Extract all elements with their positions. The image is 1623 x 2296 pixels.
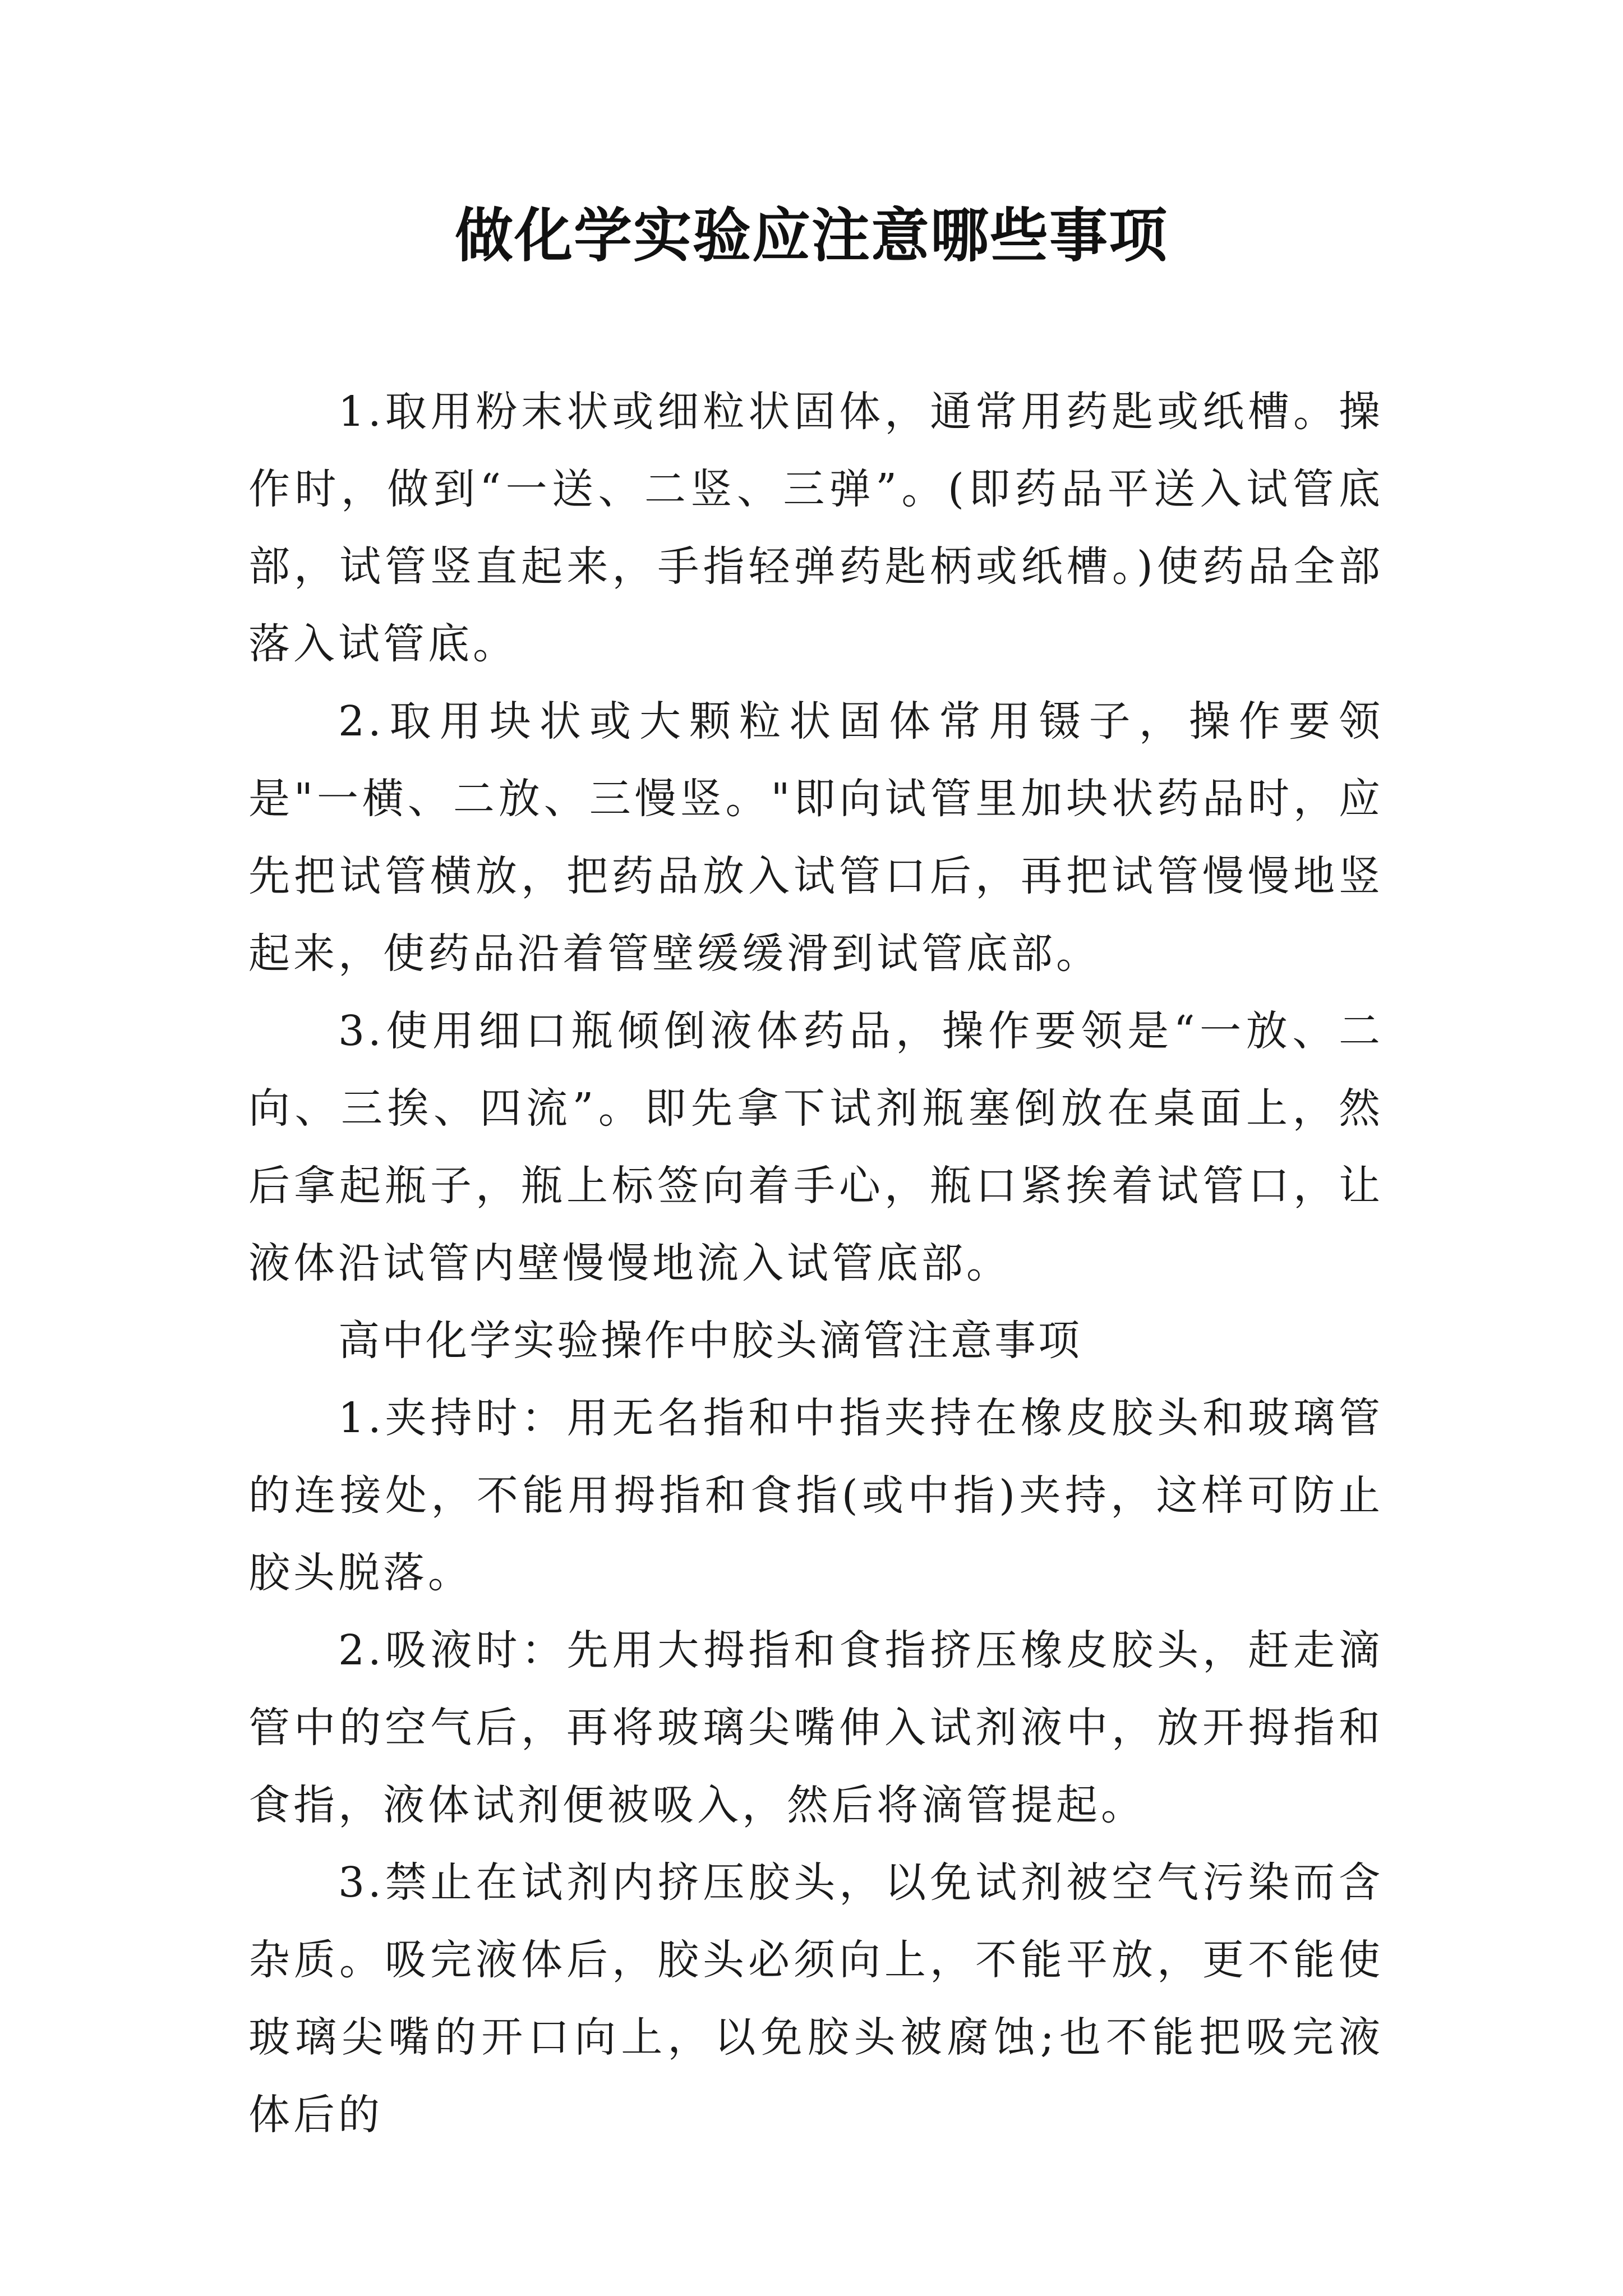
paragraph-lump-solids: 2.取用块状或大颗粒状固体常用镊子，操作要领是"一横、二放、三慢竖。"即向试管里加块状药品时，应先把试管横放，把药品放入试管口后，再把试管慢慢地竖起来，使药品沿着管壁缓缓滑到试管底部。 xyxy=(248,697,1384,978)
section-heading-dropper: 高中化学实验操作中胶头滴管注意事项 xyxy=(338,1317,1082,1365)
paragraph-pouring-liquids: 3.使用细口瓶倾倒液体药品，操作要领是“一放、二向、三挨、四流”。即先拿下试剂瓶塞倒放在桌面上，然后拿起瓶子，瓶上标签向着手心，瓶口紧挨着试管口，让液体沿试管内壁慢慢地流入试管底部。 xyxy=(248,1007,1384,1287)
document-body xyxy=(248,373,1384,2154)
paragraph-dropper-precautions: 3.禁止在试剂内挤压胶头，以免试剂被空气污染而含杂质。吸完液体后，胶头必须向上，不能平放，更不能使玻璃尖嘴的开口向上，以免胶头被腐蚀;也不能把吸完液体后的 xyxy=(248,1858,1384,2139)
page-title: 做化学实验应注意哪些事项 xyxy=(454,201,1168,270)
paragraph-dropper-holding: 1.夹持时：用无名指和中指夹持在橡皮胶头和玻璃管的连接处，不能用拇指和食指(或中指)夹持，这样可防止胶头脱落。 xyxy=(248,1394,1384,1597)
paragraph-dropper-suction: 2.吸液时：先用大拇指和食指挤压橡皮胶头，赶走滴管中的空气后，再将玻璃尖嘴伸入试剂液中，放开拇指和食指，液体试剂便被吸入，然后将滴管提起。 xyxy=(248,1626,1384,1829)
paragraph-powder-solids: 1.取用粉末状或细粒状固体，通常用药匙或纸槽。操作时，做到“一送、二竖、三弹”。(即药品平送入试管底部，试管竖直起来，手指轻弹药匙柄或纸槽。)使药品全部落入试管底。 xyxy=(248,388,1384,668)
